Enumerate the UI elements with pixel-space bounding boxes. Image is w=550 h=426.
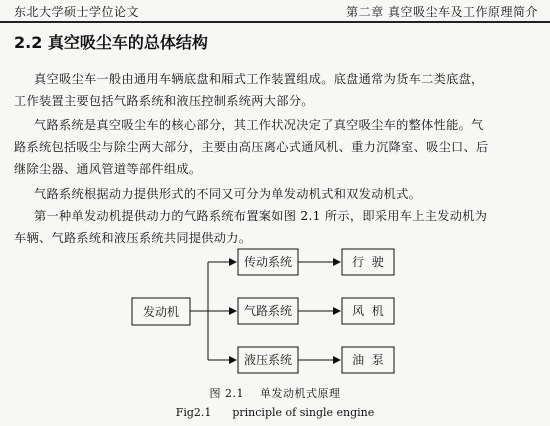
engine-label: 发动机 (142, 305, 180, 319)
paragraph-4-line-1: 第一种单发动机提供动力的气路系统布置案如图 2.1 所示，即采用车上主发动机为 (34, 209, 488, 223)
paragraph-3-line-1: 气路系统根据动力提供形式的不同又可分为单发动机式和双发动机式。 (34, 187, 422, 201)
transmission-system-label: 传动系统 (243, 255, 293, 269)
paragraph-2-line-2: 路系统包括吸尘与除尘两大部分，主要由高压离心式通风机、重力沉降室、吸尘口、后 (14, 140, 489, 154)
paragraph-4-line-2: 车辆、气路系统和液压系统共同提供动力。 (14, 231, 252, 245)
paragraph-1-line-2: 工作装置主要包括气路系统和液压控制系统两大部分。 (14, 94, 314, 108)
hydraulic-system-label: 液压系统 (243, 353, 293, 367)
figure-caption-cn-text: 图 2.1 单发动机式原理 (209, 387, 341, 400)
paragraph-1-line-1: 真空吸尘车一般由通用车辆底盘和厢式工作装置组成。底盘通常为货车二类底盘， (34, 72, 484, 86)
driving-label: 行 驶 (352, 255, 384, 269)
header-chapter: 第二章 真空吸尘车及工作原理简介 (346, 5, 538, 19)
figure-caption-en-text: Fig2.1 principle of single engine (175, 406, 375, 419)
oil-pump-label: 油 泵 (352, 353, 384, 367)
section-title: 2.2 真空吸尘车的总体结构 (14, 33, 208, 52)
figure-caption-english (0, 406, 550, 419)
fan-label: 风 机 (352, 304, 384, 318)
paragraph-2-line-3: 继除尘器、通风管道等部件组成。 (14, 162, 202, 176)
figure-caption-chinese (0, 385, 550, 401)
paragraph-2-line-1: 气路系统是真空吸尘车的核心部分，其工作状况决定了真空吸尘车的整体性能。气 (34, 118, 484, 132)
pneumatic-system-label: 气路系统 (243, 304, 293, 318)
header-university: 东北大学硕士学位论文 (14, 5, 140, 19)
